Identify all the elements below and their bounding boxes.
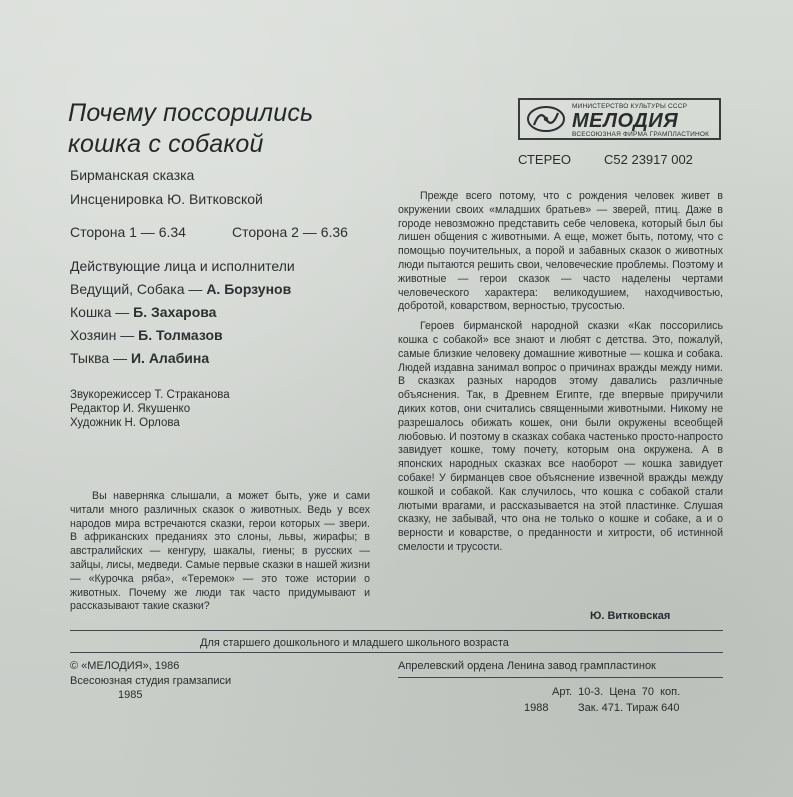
stereo-label: СТЕРЕО bbox=[518, 152, 572, 167]
genre: Бирманская сказка bbox=[70, 167, 195, 183]
cast-actor: А. Борзунов bbox=[206, 281, 292, 297]
melodiya-logo bbox=[518, 98, 721, 140]
melodiya-logo-icon bbox=[526, 105, 566, 133]
main-paragraph-1: Прежде всего потому, что с рождения человек живет в окружении своих «младших братьев» — зверей, птиц. Даже в городе невозможно представить себе человека, который был бы лишен общения с животными. А еще, может быть, потому, что с помощью поучительных, а порой и забавных сказок о животных люди пытаются решить свои, человеческие проблемы. Поэтому и животные — герои сказок — часто наделены чертами человеческого характера: великодушием, находчивостью, добротой, коварством, верностью, трусостью. bbox=[398, 190, 723, 313]
print-year: 1988 bbox=[524, 702, 549, 714]
cast-item bbox=[70, 304, 216, 320]
cast-item bbox=[70, 327, 223, 343]
article-price: Арт. 10-3. Цена 70 коп. bbox=[552, 686, 681, 698]
main-text bbox=[398, 190, 723, 555]
cast-role: Ведущий, Собака — bbox=[70, 281, 207, 297]
credits bbox=[70, 388, 230, 430]
main-paragraph-2: Героев бирманской народной сказки «Как поссорились кошка с собакой» все знают и любят с детства. Это, пожалуй, самые близкие человеку домашние животные — кошка и собака. Людей издавна занимал вопрос о причинах вражды между ними. В сказках разных народов этому давались различные объяснения. Так, в Древнем Египте, где впервые приручили диких котов, они считались священными животными. Никому не разрешалось обижать кошек, они были окружены всеобщей любовью. И поэтому в сказках собака частенько просто-напросто завидует кошке, тому почету, которым она окружена. А в японских народных сказках все наоборот — кошка завидует собаке! У бирманцев свое объяснение извечной вражды между кошкой и собакой. Как случилось, что кошка с собакой стали лютыми врагами, и рассказывается на этой пластинке. Слушая сказку, не забывай, что она не только о кошке и собаке, а и о верности и коварстве, о преданности и хитрости, об истинной смелости и трусости. bbox=[398, 320, 723, 553]
copyright: © «МЕЛОДИЯ», 1986 bbox=[70, 660, 180, 672]
cast-item bbox=[70, 281, 291, 297]
credit-sound: Звукорежиссер Т. Страканова bbox=[70, 389, 230, 401]
cast-role: Тыква — bbox=[70, 350, 131, 366]
credit-artist: Художник Н. Орлова bbox=[70, 417, 180, 429]
side-1-duration: Сторона 1 — 6.34 bbox=[70, 224, 186, 240]
adaptation: Инсценировка Ю. Витковской bbox=[70, 191, 263, 207]
logo-company: ВСЕСОЮЗНАЯ ФИРМА ГРАМПЛАСТИНОК bbox=[572, 131, 710, 138]
catalog-number: С52 23917 002 bbox=[604, 152, 693, 167]
intro-text: Вы наверняка слышали, а может быть, уже и сами читали много различных сказок о животных. Ведь у всех народов мира встречаются сказки, герои которых — звери. В африканских преданиях это слоны, львы, жирафы; в австралийских — кенгуру, шакалы, гиены; в русских — зайцы, лисы, медведи. Самые первые сказки в нашей жизни — «Курочка ряба», «Теремок» — это тоже истории о животных. Почему же люди так часто придумывают и рассказывают такие сказки? bbox=[70, 490, 370, 613]
order-run: Зак. 471. Тираж 640 bbox=[578, 702, 680, 714]
divider bbox=[70, 652, 723, 653]
side-2-duration: Сторона 2 — 6.36 bbox=[232, 224, 348, 240]
studio-year: 1985 bbox=[118, 689, 143, 701]
album-title bbox=[68, 98, 313, 160]
cast-heading: Действующие лица и исполнители bbox=[70, 258, 295, 274]
age-recommendation: Для старшего дошкольного и младшего школьного возраста bbox=[200, 637, 509, 649]
album-title-line1: Почему поссорились bbox=[68, 99, 314, 127]
logo-ministry: МИНИСТЕРСТВО КУЛЬТУРЫ СССР bbox=[572, 103, 688, 110]
cast-role: Хозяин — bbox=[70, 327, 139, 343]
logo-name: МЕЛОДИЯ bbox=[572, 110, 679, 132]
divider bbox=[398, 677, 723, 678]
signature: Ю. Витковская bbox=[590, 610, 671, 622]
factory: Апрелевский ордена Ленина завод грампластинок bbox=[398, 660, 656, 672]
cast-role: Кошка — bbox=[70, 304, 134, 320]
cast-actor: Б. Толмазов bbox=[138, 327, 223, 343]
divider bbox=[70, 630, 723, 631]
cast-actor: И. Алабина bbox=[130, 350, 210, 366]
cast-actor: Б. Захарова bbox=[133, 304, 217, 320]
album-title-line2: кошка с собакой bbox=[68, 130, 264, 158]
intro-paragraph bbox=[70, 490, 370, 614]
studio: Всесоюзная студия грамзаписи bbox=[70, 675, 232, 687]
credit-editor: Редактор И. Якушенко bbox=[70, 403, 191, 415]
cast-item bbox=[70, 350, 209, 366]
